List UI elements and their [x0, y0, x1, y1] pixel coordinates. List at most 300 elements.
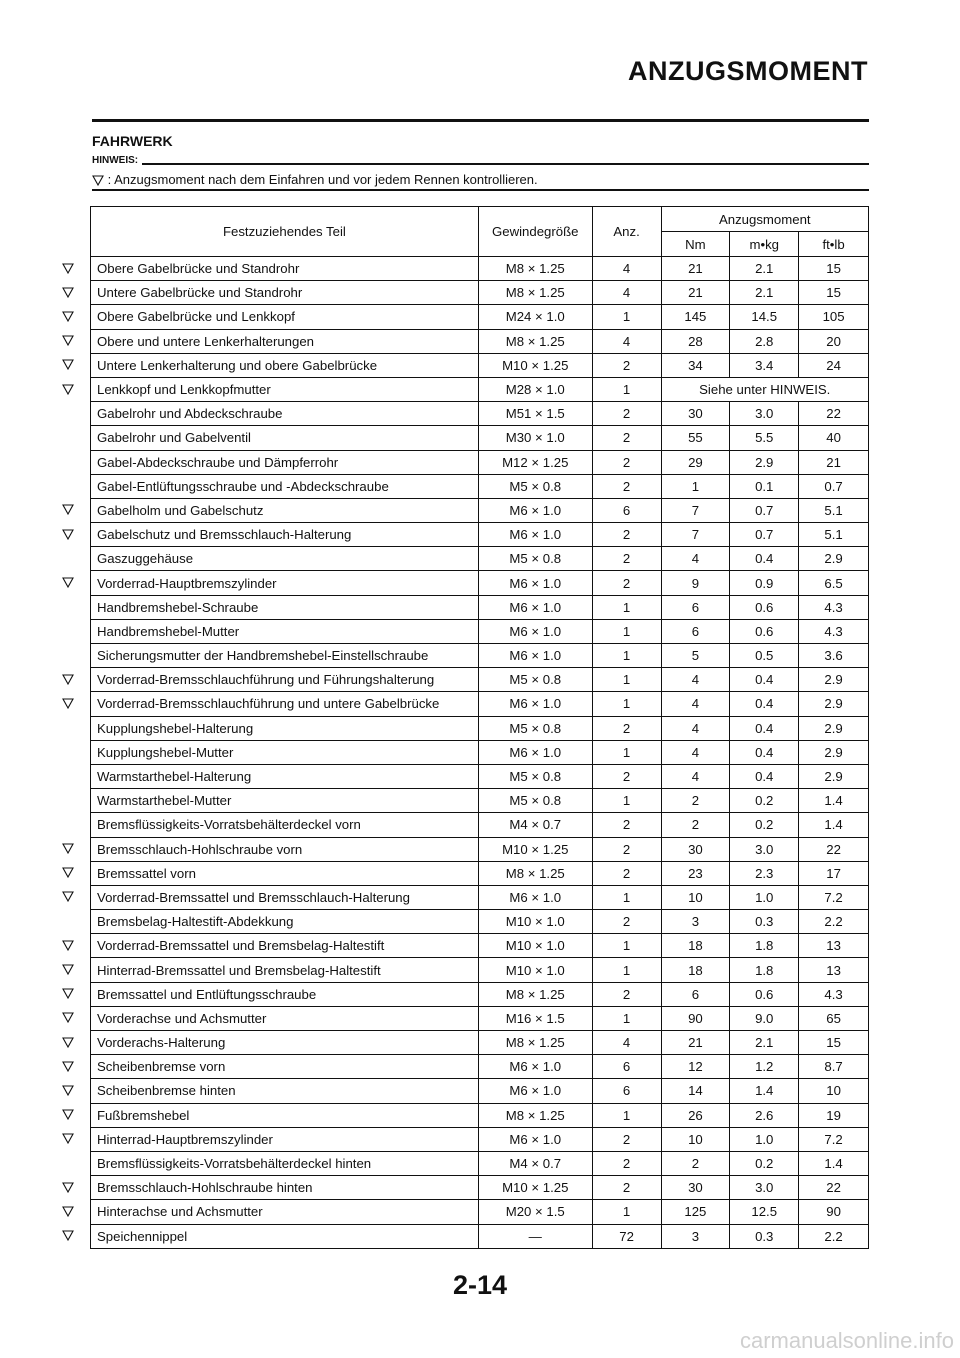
cell-mkg: 3.0 [730, 402, 799, 426]
cell-thread: M24 × 1.0 [478, 305, 592, 329]
cell-mkg: 2.8 [730, 329, 799, 353]
torque-table [90, 206, 869, 1249]
cell-thread: M6 × 1.0 [478, 644, 592, 668]
cell-nm: 18 [661, 958, 730, 982]
cell-ftlb: 17 [799, 861, 869, 885]
cell-ftlb: 22 [799, 1176, 869, 1200]
cell-thread: M10 × 1.25 [478, 837, 592, 861]
cell-mkg: 0.6 [730, 982, 799, 1006]
cell-qty: 6 [592, 1055, 661, 1079]
cell-mkg: 2.1 [730, 281, 799, 305]
cell-thread: M4 × 0.7 [478, 813, 592, 837]
note [92, 172, 538, 187]
table-row [91, 1151, 869, 1175]
cell-mkg: 0.5 [730, 644, 799, 668]
cell-qty: 2 [592, 910, 661, 934]
cell-thread: M10 × 1.0 [478, 934, 592, 958]
table-row [91, 353, 869, 377]
cell-part: Gaszuggehäuse [91, 547, 479, 571]
table-row [91, 426, 869, 450]
cell-part: Untere Gabelbrücke und Standrohr [91, 281, 479, 305]
cell-ftlb: 2.2 [799, 1224, 869, 1248]
cell-qty: 2 [592, 571, 661, 595]
table-row [91, 1224, 869, 1248]
cell-part: Handbremshebel-Schraube [91, 595, 479, 619]
cell-thread: M6 × 1.0 [478, 595, 592, 619]
cell-nm: 34 [661, 353, 730, 377]
cell-mkg: 0.4 [730, 547, 799, 571]
triangle-outline-icon [62, 359, 74, 370]
table-row [91, 692, 869, 716]
table-header-row [91, 207, 869, 232]
cell-ftlb: 2.9 [799, 764, 869, 788]
cell-ftlb: 7.2 [799, 885, 869, 909]
cell-nm: 4 [661, 692, 730, 716]
table-row [91, 305, 869, 329]
cell-thread: M6 × 1.0 [478, 619, 592, 643]
table-row [91, 1031, 869, 1055]
cell-nm: 21 [661, 1031, 730, 1055]
triangle-outline-icon [62, 577, 74, 588]
table-row [91, 958, 869, 982]
cell-mkg: 0.4 [730, 764, 799, 788]
table-row [91, 644, 869, 668]
cell-qty: 1 [592, 1103, 661, 1127]
cell-qty: 4 [592, 257, 661, 281]
cell-mkg: 0.1 [730, 474, 799, 498]
table-row [91, 377, 869, 401]
cell-ftlb: 1.4 [799, 813, 869, 837]
cell-ftlb: 1.4 [799, 789, 869, 813]
cell-nm: 4 [661, 740, 730, 764]
cell-ftlb: 20 [799, 329, 869, 353]
table-row [91, 934, 869, 958]
cell-thread: M10 × 1.25 [478, 353, 592, 377]
cell-qty: 2 [592, 1127, 661, 1151]
triangle-outline-icon [62, 311, 74, 322]
cell-nm: 10 [661, 1127, 730, 1151]
cell-qty: 2 [592, 861, 661, 885]
table-row [91, 257, 869, 281]
cell-ftlb: 24 [799, 353, 869, 377]
cell-mkg: 2.1 [730, 257, 799, 281]
cell-mkg: 3.0 [730, 837, 799, 861]
triangle-outline-icon [62, 964, 74, 975]
table-row [91, 885, 869, 909]
triangle-outline-icon [62, 1037, 74, 1048]
table-row [91, 837, 869, 861]
table-row [91, 595, 869, 619]
cell-nm: 90 [661, 1006, 730, 1030]
cell-nm: 18 [661, 934, 730, 958]
cell-qty: 2 [592, 1176, 661, 1200]
cell-nm: 7 [661, 498, 730, 522]
note-label: HINWEIS: [92, 155, 142, 166]
cell-part: Hinterachse und Achsmutter [91, 1200, 479, 1224]
cell-mkg: 12.5 [730, 1200, 799, 1224]
cell-part: Vorderrad-Bremssattel und Bremsschlauch-Halterung [91, 885, 479, 909]
cell-thread: M6 × 1.0 [478, 885, 592, 909]
cell-part: Scheibenbremse vorn [91, 1055, 479, 1079]
cell-mkg: 1.8 [730, 934, 799, 958]
cell-nm: 21 [661, 257, 730, 281]
table-row [91, 716, 869, 740]
cell-qty: 1 [592, 668, 661, 692]
cell-ftlb: 40 [799, 426, 869, 450]
cell-qty: 1 [592, 644, 661, 668]
note-bottom-rule [92, 189, 869, 191]
cell-qty: 4 [592, 329, 661, 353]
cell-thread: M30 × 1.0 [478, 426, 592, 450]
table-row [91, 547, 869, 571]
table-row [91, 329, 869, 353]
cell-part: Vorderrad-Hauptbremszylinder [91, 571, 479, 595]
table-row [91, 740, 869, 764]
table-row [91, 1200, 869, 1224]
cell-nm: 4 [661, 547, 730, 571]
cell-part: Obere Gabelbrücke und Standrohr [91, 257, 479, 281]
cell-thread: M10 × 1.25 [478, 1176, 592, 1200]
cell-ftlb: 2.2 [799, 910, 869, 934]
cell-thread: M6 × 1.0 [478, 740, 592, 764]
cell-qty: 2 [592, 1151, 661, 1175]
cell-mkg: 0.9 [730, 571, 799, 595]
triangle-outline-icon [62, 384, 74, 395]
cell-ftlb: 1.4 [799, 1151, 869, 1175]
cell-thread: M6 × 1.0 [478, 1055, 592, 1079]
cell-part: Handbremshebel-Mutter [91, 619, 479, 643]
cell-qty: 4 [592, 281, 661, 305]
cell-qty: 4 [592, 1031, 661, 1055]
table-row [91, 281, 869, 305]
triangle-outline-icon [62, 1182, 74, 1193]
table-row [91, 571, 869, 595]
cell-mkg: 1.2 [730, 1055, 799, 1079]
cell-ftlb: 2.9 [799, 740, 869, 764]
header-mkg: m•kg [730, 232, 799, 257]
cell-nm: 30 [661, 402, 730, 426]
cell-thread: M8 × 1.25 [478, 257, 592, 281]
triangle-outline-icon [62, 674, 74, 685]
cell-mkg: 2.9 [730, 450, 799, 474]
cell-nm: 4 [661, 764, 730, 788]
cell-ftlb: 19 [799, 1103, 869, 1127]
cell-thread: M12 × 1.25 [478, 450, 592, 474]
cell-part: Vorderachs-Halterung [91, 1031, 479, 1055]
cell-ftlb: 7.2 [799, 1127, 869, 1151]
cell-mkg: 0.2 [730, 1151, 799, 1175]
section-title: FAHRWERK [92, 133, 173, 149]
table-row [91, 789, 869, 813]
cell-qty: 1 [592, 740, 661, 764]
cell-part: Fußbremshebel [91, 1103, 479, 1127]
cell-mkg: 9.0 [730, 1006, 799, 1030]
cell-qty: 2 [592, 353, 661, 377]
cell-nm: 14 [661, 1079, 730, 1103]
cell-thread: M6 × 1.0 [478, 498, 592, 522]
cell-nm: 145 [661, 305, 730, 329]
cell-thread: M4 × 0.7 [478, 1151, 592, 1175]
table-row [91, 910, 869, 934]
cell-mkg: 3.0 [730, 1176, 799, 1200]
watermark: carmanualsonline.info [739, 1328, 954, 1353]
cell-mkg: 0.4 [730, 740, 799, 764]
cell-nm: 30 [661, 837, 730, 861]
cell-thread: M5 × 0.8 [478, 764, 592, 788]
cell-qty: 2 [592, 523, 661, 547]
cell-part: Vorderachse und Achsmutter [91, 1006, 479, 1030]
cell-nm: 2 [661, 813, 730, 837]
cell-part: Obere Gabelbrücke und Lenkkopf [91, 305, 479, 329]
cell-part: Bremsschlauch-Hohlschraube vorn [91, 837, 479, 861]
cell-thread: M16 × 1.5 [478, 1006, 592, 1030]
cell-thread: M6 × 1.0 [478, 571, 592, 595]
cell-qty: 1 [592, 934, 661, 958]
cell-thread: M6 × 1.0 [478, 1079, 592, 1103]
triangle-outline-icon [62, 891, 74, 902]
cell-thread: M5 × 0.8 [478, 668, 592, 692]
table-row [91, 1055, 869, 1079]
table-row [91, 861, 869, 885]
cell-nm: 12 [661, 1055, 730, 1079]
cell-ftlb: 5.1 [799, 498, 869, 522]
cell-ftlb: 105 [799, 305, 869, 329]
cell-part: Gabel-Entlüftungsschraube und -Abdeckschraube [91, 474, 479, 498]
cell-part: Obere und untere Lenkerhalterungen [91, 329, 479, 353]
cell-nm: 125 [661, 1200, 730, 1224]
cell-part: Hinterrad-Hauptbremszylinder [91, 1127, 479, 1151]
cell-qty: 6 [592, 498, 661, 522]
cell-qty: 1 [592, 885, 661, 909]
cell-qty: 1 [592, 595, 661, 619]
cell-ftlb: 15 [799, 1031, 869, 1055]
triangle-outline-icon [62, 287, 74, 298]
triangle-outline-icon [92, 175, 104, 186]
cell-qty: 72 [592, 1224, 661, 1248]
cell-thread: M8 × 1.25 [478, 1031, 592, 1055]
cell-ftlb: 2.9 [799, 547, 869, 571]
cell-qty: 1 [592, 619, 661, 643]
cell-thread: M8 × 1.25 [478, 1103, 592, 1127]
cell-qty: 2 [592, 982, 661, 1006]
cell-ftlb: 15 [799, 257, 869, 281]
cell-nm: 4 [661, 716, 730, 740]
cell-thread: M51 × 1.5 [478, 402, 592, 426]
cell-part: Bremsflüssigkeits-Vorratsbehälterdeckel hinten [91, 1151, 479, 1175]
cell-ftlb: 15 [799, 281, 869, 305]
cell-part: Bremssattel und Entlüftungsschraube [91, 982, 479, 1006]
table-row [91, 523, 869, 547]
cell-ftlb: 13 [799, 958, 869, 982]
cell-mkg: 0.4 [730, 692, 799, 716]
cell-qty: 1 [592, 958, 661, 982]
cell-nm: 7 [661, 523, 730, 547]
cell-nm: 10 [661, 885, 730, 909]
triangle-outline-icon [62, 1230, 74, 1241]
triangle-outline-icon [62, 263, 74, 274]
cell-qty: 1 [592, 692, 661, 716]
cell-mkg: 3.4 [730, 353, 799, 377]
cell-part: Kupplungshebel-Mutter [91, 740, 479, 764]
cell-qty: 1 [592, 305, 661, 329]
cell-thread: — [478, 1224, 592, 1248]
cell-mkg: 0.6 [730, 619, 799, 643]
triangle-outline-icon [62, 843, 74, 854]
cell-thread: M6 × 1.0 [478, 692, 592, 716]
triangle-outline-icon [62, 335, 74, 346]
cell-mkg: 0.3 [730, 910, 799, 934]
cell-part: Gabel-Abdeckschraube und Dämpferrohr [91, 450, 479, 474]
cell-nm: 6 [661, 619, 730, 643]
table-row [91, 498, 869, 522]
cell-ftlb: 22 [799, 837, 869, 861]
cell-part: Hinterrad-Bremssattel und Bremsbelag-Haltestift [91, 958, 479, 982]
cell-mkg: 0.6 [730, 595, 799, 619]
cell-nm: 28 [661, 329, 730, 353]
cell-part: Gabelschutz und Bremsschlauch-Halterung [91, 523, 479, 547]
cell-part: Bremssattel vorn [91, 861, 479, 885]
cell-nm: 55 [661, 426, 730, 450]
table-row [91, 1079, 869, 1103]
cell-part: Gabelrohr und Abdeckschraube [91, 402, 479, 426]
cell-mkg: 0.4 [730, 716, 799, 740]
cell-qty: 2 [592, 426, 661, 450]
cell-mkg: 2.6 [730, 1103, 799, 1127]
cell-nm: 6 [661, 982, 730, 1006]
header-qty: Anz. [592, 207, 661, 257]
cell-thread: M5 × 0.8 [478, 789, 592, 813]
table-row [91, 1176, 869, 1200]
table-row [91, 764, 869, 788]
triangle-outline-icon [62, 940, 74, 951]
header-thread: Gewindegröße [478, 207, 592, 257]
cell-part: Vorderrad-Bremsschlauchführung und untere Gabelbrücke [91, 692, 479, 716]
cell-ftlb: 6.5 [799, 571, 869, 595]
cell-ftlb: 13 [799, 934, 869, 958]
triangle-outline-icon [62, 504, 74, 515]
cell-mkg: 0.7 [730, 523, 799, 547]
cell-nm: 3 [661, 1224, 730, 1248]
table-row [91, 1006, 869, 1030]
cell-part: Sicherungsmutter der Handbremshebel-Einstellschraube [91, 644, 479, 668]
cell-part: Vorderrad-Bremssattel und Bremsbelag-Haltestift [91, 934, 479, 958]
cell-thread: M10 × 1.0 [478, 958, 592, 982]
cell-qty: 2 [592, 402, 661, 426]
cell-thread: M8 × 1.25 [478, 982, 592, 1006]
cell-nm: 9 [661, 571, 730, 595]
cell-ftlb: 3.6 [799, 644, 869, 668]
note-rule [92, 163, 869, 165]
cell-mkg: 2.3 [730, 861, 799, 885]
cell-thread: M20 × 1.5 [478, 1200, 592, 1224]
cell-ftlb: 22 [799, 402, 869, 426]
cell-thread: M6 × 1.0 [478, 1127, 592, 1151]
triangle-outline-icon [62, 1133, 74, 1144]
cell-mkg: 2.1 [730, 1031, 799, 1055]
header-part: Festzuziehendes Teil [91, 207, 479, 257]
cell-mkg: 0.2 [730, 813, 799, 837]
cell-part: Gabelrohr und Gabelventil [91, 426, 479, 450]
cell-thread: M28 × 1.0 [478, 377, 592, 401]
header-nm: Nm [661, 232, 730, 257]
cell-torque-note: Siehe unter HINWEIS. [661, 377, 869, 401]
table-row [91, 450, 869, 474]
page-number: 2-14 [452, 1270, 508, 1300]
cell-nm: 1 [661, 474, 730, 498]
cell-qty: 1 [592, 377, 661, 401]
cell-part: Warmstarthebel-Halterung [91, 764, 479, 788]
cell-ftlb: 2.9 [799, 668, 869, 692]
cell-mkg: 0.2 [730, 789, 799, 813]
triangle-outline-icon [62, 988, 74, 999]
page-title: ANZUGSMOMENT [628, 56, 868, 86]
triangle-outline-icon [62, 1012, 74, 1023]
cell-mkg: 0.4 [730, 668, 799, 692]
table-row [91, 668, 869, 692]
cell-ftlb: 90 [799, 1200, 869, 1224]
table-row [91, 619, 869, 643]
cell-thread: M8 × 1.25 [478, 861, 592, 885]
triangle-outline-icon [62, 529, 74, 540]
cell-qty: 2 [592, 547, 661, 571]
cell-ftlb: 8.7 [799, 1055, 869, 1079]
header-ftlb: ft•lb [799, 232, 869, 257]
triangle-outline-icon [62, 698, 74, 709]
cell-part: Bremsflüssigkeits-Vorratsbehälterdeckel vorn [91, 813, 479, 837]
header-rule [92, 119, 869, 122]
table-row [91, 402, 869, 426]
cell-thread: M10 × 1.0 [478, 910, 592, 934]
cell-part: Gabelholm und Gabelschutz [91, 498, 479, 522]
cell-thread: M6 × 1.0 [478, 523, 592, 547]
cell-ftlb: 2.9 [799, 692, 869, 716]
cell-ftlb: 0.7 [799, 474, 869, 498]
triangle-outline-icon [62, 1061, 74, 1072]
note-text: : Anzugsmoment nach dem Einfahren und vor jedem Rennen kontrollieren. [107, 172, 538, 187]
cell-ftlb: 4.3 [799, 619, 869, 643]
cell-thread: M5 × 0.8 [478, 474, 592, 498]
triangle-outline-icon [62, 867, 74, 878]
cell-ftlb: 21 [799, 450, 869, 474]
cell-ftlb: 4.3 [799, 982, 869, 1006]
cell-nm: 2 [661, 789, 730, 813]
cell-mkg: 0.3 [730, 1224, 799, 1248]
cell-nm: 5 [661, 644, 730, 668]
cell-nm: 23 [661, 861, 730, 885]
table-row [91, 1127, 869, 1151]
cell-part: Speichennippel [91, 1224, 479, 1248]
cell-ftlb: 10 [799, 1079, 869, 1103]
cell-mkg: 14.5 [730, 305, 799, 329]
cell-mkg: 1.0 [730, 1127, 799, 1151]
cell-qty: 2 [592, 837, 661, 861]
cell-part: Warmstarthebel-Mutter [91, 789, 479, 813]
cell-nm: 26 [661, 1103, 730, 1127]
triangle-outline-icon [62, 1085, 74, 1096]
table-row [91, 474, 869, 498]
cell-part: Kupplungshebel-Halterung [91, 716, 479, 740]
cell-ftlb: 65 [799, 1006, 869, 1030]
cell-thread: M8 × 1.25 [478, 281, 592, 305]
cell-mkg: 1.4 [730, 1079, 799, 1103]
triangle-outline-icon [62, 1206, 74, 1217]
cell-qty: 1 [592, 1200, 661, 1224]
cell-ftlb: 2.9 [799, 716, 869, 740]
cell-thread: M8 × 1.25 [478, 329, 592, 353]
cell-mkg: 1.0 [730, 885, 799, 909]
cell-qty: 2 [592, 813, 661, 837]
cell-qty: 1 [592, 789, 661, 813]
